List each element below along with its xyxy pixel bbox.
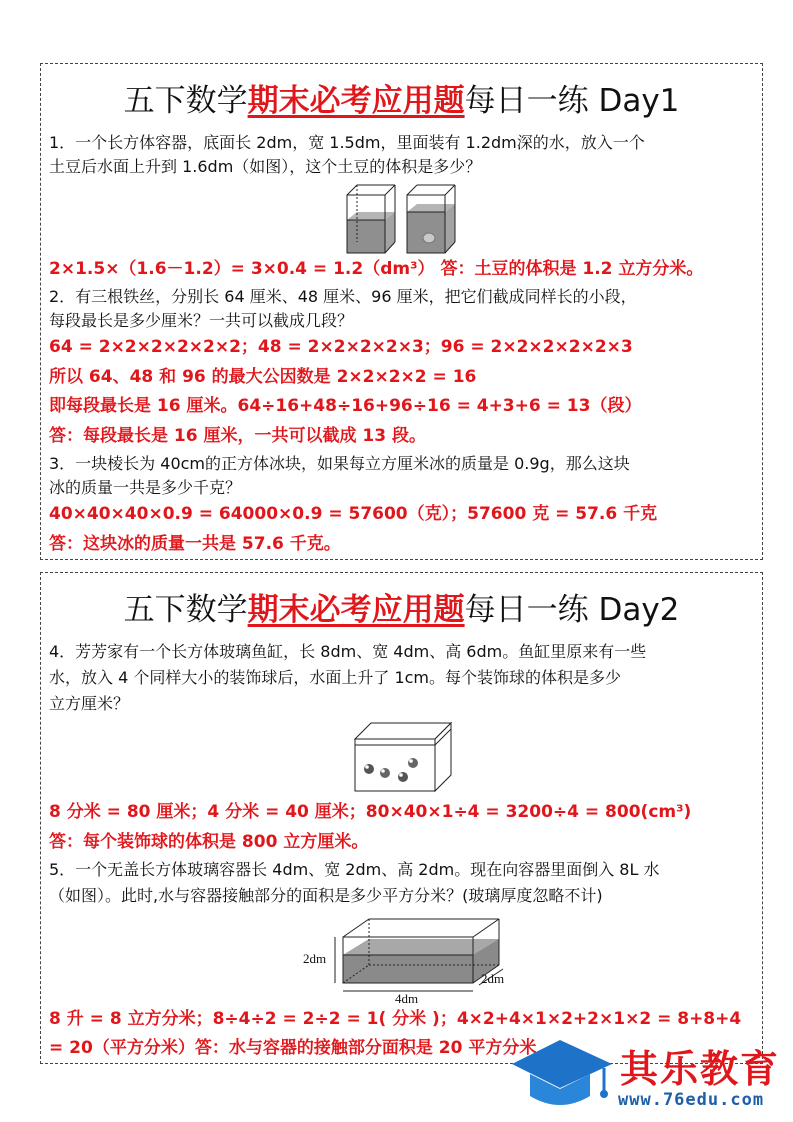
logo-name: 其乐教育: [620, 1047, 781, 1091]
q1-container-figure: [341, 180, 461, 256]
title-suffix: 每日一练 Day1: [464, 83, 680, 119]
q1-answer: 2×1.5×（1.6－1.2）= 3×0.4 = 1.2（dm³） 答：土豆的体积是 1.2 立方分米。: [49, 259, 704, 279]
logo-url: www.76edu.com: [618, 1090, 765, 1110]
q5-text-line1: 5．一个无盖长方体玻璃容器长 4dm、宽 2dm、高 2dm。现在向容器里面倒入 8L 水: [49, 860, 660, 879]
q4-aquarium-figure: [351, 719, 455, 795]
q5-answer-line2: = 20（平方分米）答：水与容器的接触部分面积是 20 平方分米: [49, 1038, 537, 1058]
q4-answer-line1: 8 分米 = 80 厘米；4 分米 = 40 厘米；80×40×1÷4 = 3200÷4 = 800(cm³): [49, 802, 692, 822]
q4-text-line1: 4．芳芳家有一个长方体玻璃鱼缸，长 8dm、宽 4dm、高 6dm。鱼缸里原来有一些: [49, 642, 647, 661]
q5-length-label: 4dm: [395, 991, 419, 1006]
q2-text-line1: 2．有三根铁丝，分别长 64 厘米、48 厘米、96 厘米，把它们截成同样长的小段，: [49, 287, 637, 306]
q5-width-label: 2dm: [481, 971, 505, 986]
q4-answer-line2: 答：每个装饰球的体积是 800 立方厘米。: [49, 832, 369, 852]
q2-answer-line4: 答：每段最长是 16 厘米，一共可以截成 13 段。: [49, 426, 426, 446]
q2-answer-line3: 即每段最长是 16 厘米。64÷16+48÷16+96÷16 = 4+3+6 = 13（段）: [49, 396, 642, 416]
title-highlight: 期末必考应用题: [247, 83, 465, 119]
graduation-cap-icon: [508, 1034, 618, 1114]
q4-text-line2: 水，放入 4 个同样大小的装饰球后，水面上升了 1cm。每个装饰球的体积是多少: [49, 668, 622, 687]
q1-text-line2: 土豆后水面上升到 1.6dm（如图），这个土豆的体积是多少？: [49, 157, 482, 176]
q3-answer-line1: 40×40×40×0.9 = 64000×0.9 = 57600（克）；57600 克 = 57.6 千克: [49, 504, 658, 524]
q3-answer-line2: 答：这块冰的质量一共是 57.6 千克。: [49, 534, 341, 554]
q5-height-label: 2dm: [303, 951, 327, 966]
day1-title: [41, 82, 762, 120]
day1-section: [40, 63, 763, 560]
title-prefix: 五下数学: [123, 83, 248, 119]
q2-answer-line2: 所以 64、48 和 96 的最大公因数是 2×2×2×2 = 16: [49, 367, 477, 387]
day2-section: [40, 572, 763, 1064]
title-prefix: 五下数学: [123, 592, 248, 628]
title-highlight: 期末必考应用题: [247, 592, 465, 628]
day2-title: [41, 591, 762, 629]
title-suffix: 每日一练 Day2: [464, 592, 680, 628]
q2-answer-line1: 64 = 2×2×2×2×2×2；48 = 2×2×2×2×3；96 = 2×2×2×2×2×3: [49, 337, 633, 357]
q2-text-line2: 每段最长是多少厘米？一共可以截成几段？: [49, 311, 354, 330]
q3-text-line2: 冰的质量一共是多少千克？: [49, 478, 242, 497]
q4-text-line3: 立方厘米？: [49, 694, 130, 713]
q1-text-line1: 1．一个长方体容器，底面长 2dm，宽 1.5dm，里面装有 1.2dm深的水，放入一个: [49, 133, 645, 152]
q5-answer-line1: 8 升 = 8 立方分米；8÷4÷2 = 2÷2 = 1( 分米 )；4×2+4×1×2+2×1×2 = 8+8+4: [49, 1009, 742, 1029]
brand-logo: [508, 1030, 793, 1122]
q5-container-figure: [303, 909, 513, 1005]
q3-text-line1: 3．一块棱长为 40cm的正方体冰块，如果每立方厘米冰的质量是 0.9g，那么这块: [49, 454, 630, 473]
q5-text-line2: （如图）。此时,水与容器接触部分的面积是多少平方分米？(玻璃厚度忽略不计): [49, 886, 603, 905]
